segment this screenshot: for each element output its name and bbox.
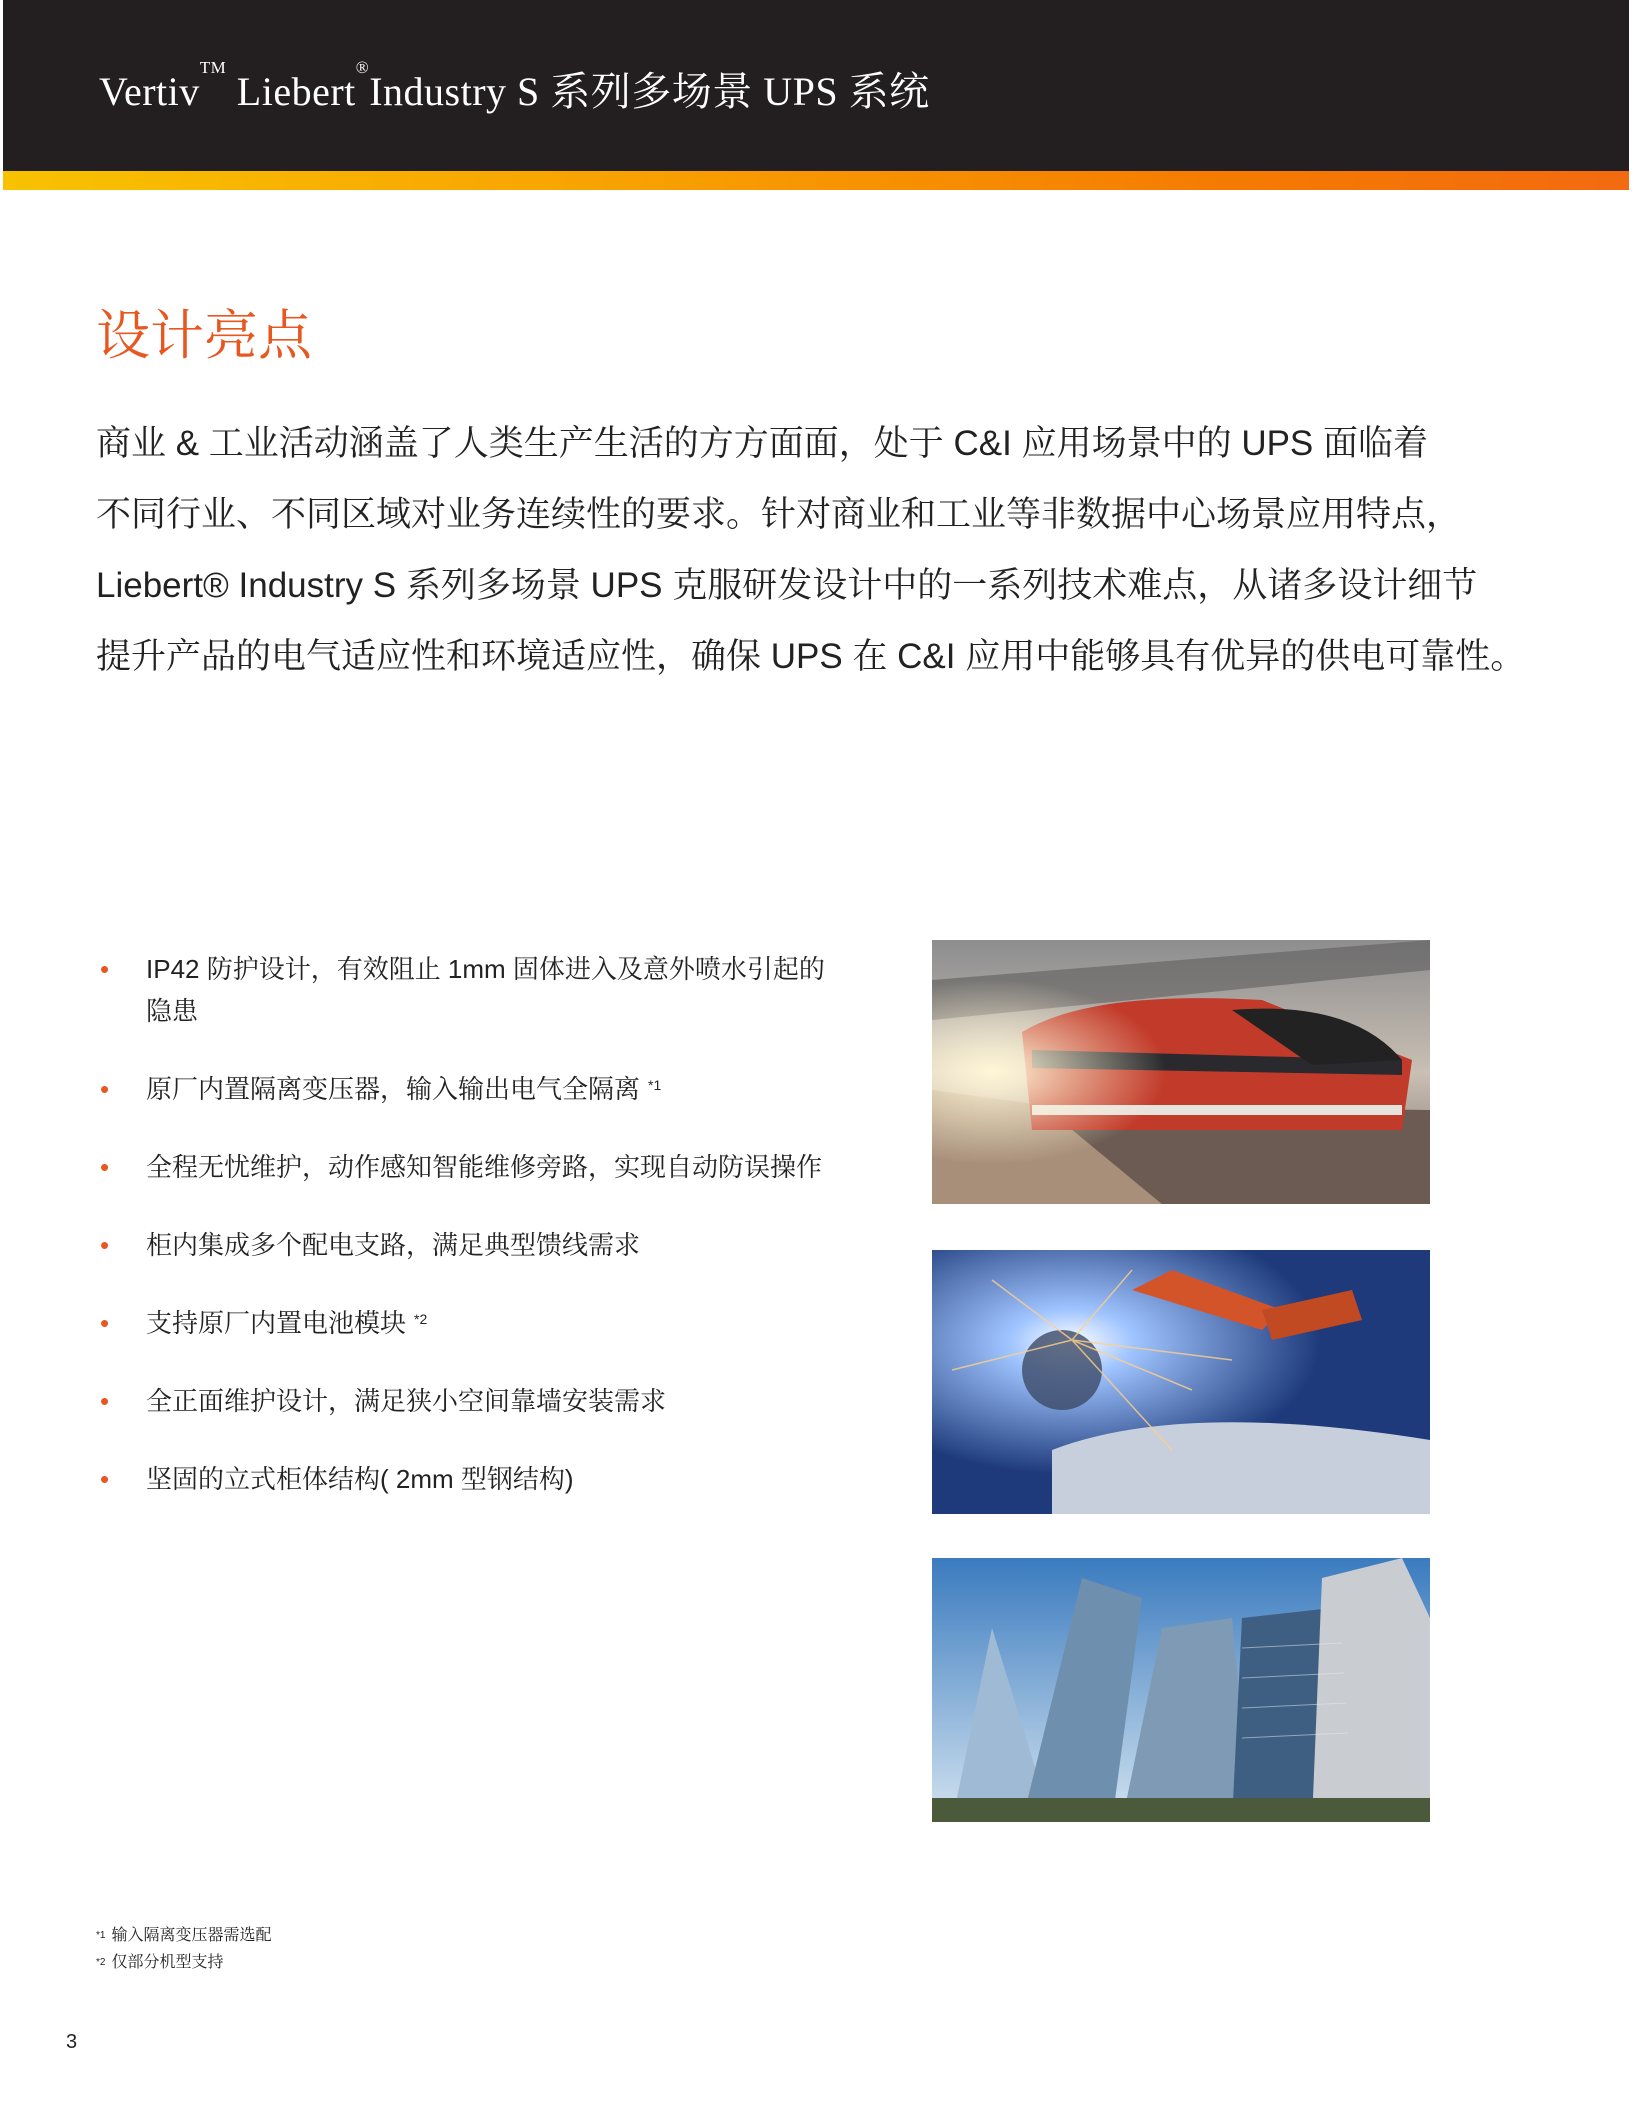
page-number: 3 xyxy=(66,2031,78,2053)
bullet-dot-icon: • xyxy=(100,1152,110,1182)
feature-text: 原厂内置隔离变压器，输入输出电气全隔离 xyxy=(146,1074,641,1104)
bullet-dot-icon: • xyxy=(100,1074,110,1104)
footnote-ref: *2 xyxy=(414,1311,428,1327)
footnote-text: 输入隔离变压器需选配 xyxy=(111,1927,272,1944)
welding-robot-photo xyxy=(932,1250,1430,1514)
section-title: 设计亮点 xyxy=(96,306,312,366)
feature-item xyxy=(96,1302,896,1380)
feature-item xyxy=(96,948,896,1068)
intro-line: Liebert® Industry S 系列多场景 UPS 克服研发设计中的一系列技术难点，从诸多设计细节 xyxy=(96,566,1478,605)
feature-text: 坚固的立式柜体结构( 2mm 型钢结构) xyxy=(146,1464,574,1494)
feature-item xyxy=(96,1224,896,1302)
skyscrapers-photo xyxy=(932,1558,1430,1822)
feature-text: 支持原厂内置电池模块 xyxy=(146,1308,407,1338)
intro-paragraph xyxy=(96,408,1556,692)
footnote-mark: *2 xyxy=(96,1957,106,1968)
footnotes xyxy=(96,1922,271,1976)
header-gradient-stripe xyxy=(3,171,1629,190)
intro-line: 商业 & 工业活动涵盖了人类生产生活的方方面面，处于 C&I 应用场景中的 UPS 面临着 xyxy=(96,424,1429,463)
footnote xyxy=(96,1949,271,1976)
footnote-mark: *1 xyxy=(96,1930,106,1941)
feature-item xyxy=(96,1146,896,1224)
feature-item xyxy=(96,1380,896,1458)
feature-text: IP42 防护设计，有效阻止 1mm 固体进入及意外喷水引起的隐患 xyxy=(146,954,825,1026)
bullet-dot-icon: • xyxy=(100,1386,110,1416)
bullet-dot-icon: • xyxy=(100,1308,110,1338)
footnote-text: 仅部分机型支持 xyxy=(111,1954,224,1971)
feature-text: 全正面维护设计，满足狭小空间靠墙安装需求 xyxy=(146,1386,667,1416)
header-title xyxy=(99,60,930,117)
registered-mark: ® xyxy=(355,58,370,77)
header-title-rest: Industry S 系列多场景 UPS 系统 xyxy=(369,69,930,114)
feature-item xyxy=(96,1068,896,1146)
feature-text: 柜内集成多个配电支路，满足典型馈线需求 xyxy=(146,1230,641,1260)
page-header xyxy=(3,0,1629,171)
feature-item xyxy=(96,1458,896,1536)
feature-text: 全程无忧维护，动作感知智能维修旁路，实现自动防误操作 xyxy=(146,1152,823,1182)
intro-line: 不同行业、不同区域对业务连续性的要求。针对商业和工业等非数据中心场景应用特点， xyxy=(96,495,1462,534)
intro-line: 提升产品的电气适应性和环境适应性，确保 UPS 在 C&I 应用中能够具有优异的供电可靠性。 xyxy=(96,637,1526,676)
product-name: Liebert xyxy=(236,69,356,114)
footnote-ref: *1 xyxy=(648,1077,662,1093)
trademark-mark: TM xyxy=(199,58,227,77)
bullet-dot-icon: • xyxy=(100,1464,110,1494)
brand-name: Vertiv xyxy=(99,69,200,114)
footnote xyxy=(96,1922,271,1949)
bullet-dot-icon: • xyxy=(100,1230,110,1260)
bullet-dot-icon: • xyxy=(100,954,110,984)
feature-list xyxy=(96,948,896,1536)
train-photo xyxy=(932,940,1430,1204)
